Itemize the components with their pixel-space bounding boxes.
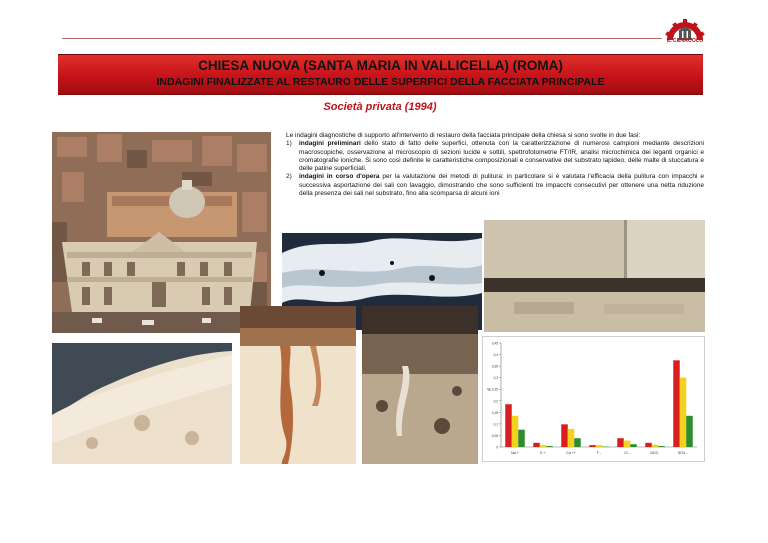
y-tick-label: 0,15 bbox=[491, 410, 498, 415]
bar bbox=[658, 446, 665, 447]
bar bbox=[617, 438, 624, 447]
bar bbox=[680, 378, 687, 447]
crystalline-sample-photo bbox=[52, 343, 232, 464]
cross-section-photo bbox=[240, 306, 356, 464]
list-item-number: 2) bbox=[286, 173, 292, 181]
bar bbox=[518, 430, 525, 447]
intro-paragraph: Le indagini diagnostiche di supporto all'intervento di restauro della facciata principale della chiesa si sono svolte in due fasi: bbox=[286, 132, 641, 139]
client-label: Società privata (1994) bbox=[323, 101, 437, 113]
y-tick-label: 0,35 bbox=[491, 364, 498, 369]
list-item-text: dello stato di fatto delle superfici, ottenuta con la caratterizzazione di numerosi campioni mediante descrizioni macroscopiche, osservazione al microscopio di sezioni lucide e sottili, spettrofotometrie FT/IR, analisi microchimica dei leganti organici e cromatografie ioniche. Si sono così definite le caratteristiche composizionali e conservative del substrato lapideo, delle malte di stuccatura e delle patine superficiali. bbox=[299, 140, 704, 173]
chart-svg bbox=[483, 337, 704, 461]
page-subtitle: INDAGINI FINALIZZATE AL RESTAURO DELLE SUPERFICI DELLA FACCIATA PRINCIPALE bbox=[156, 76, 605, 88]
y-tick-label: 0,45 bbox=[491, 341, 498, 346]
stone-wall-photo bbox=[484, 220, 705, 332]
logo-text: IL CENACOLO bbox=[666, 38, 704, 44]
x-tick-label: Cl - bbox=[624, 451, 630, 455]
bar bbox=[624, 441, 631, 447]
list-item bbox=[286, 140, 704, 173]
y-tick-label: 0,4 bbox=[493, 353, 498, 358]
bar bbox=[568, 429, 575, 447]
bar bbox=[574, 438, 581, 447]
y-tick-label: 0 bbox=[496, 445, 498, 450]
bar bbox=[505, 404, 512, 447]
bar bbox=[630, 444, 637, 447]
y-axis-label: % bbox=[487, 387, 492, 392]
bar bbox=[533, 443, 540, 447]
bar bbox=[512, 416, 519, 447]
bar bbox=[546, 446, 553, 447]
x-tick-label: K + bbox=[540, 451, 546, 455]
x-tick-label: Ca ++ bbox=[566, 451, 576, 455]
list-item-text: per la valutazione dei metodi di pulitura: in particolare si è valutata l'efficacia della pulitura con impacchi e successiva asportazione dei sali con lavaggio, dimostrando che sono sufficienti tre impacchi consecutivi per ottenere una netta riduzione della presenza dei sali nel substrato, fino alla scomparsa di alcuni ioni bbox=[299, 173, 704, 198]
list-item-number: 1) bbox=[286, 140, 292, 148]
x-tick-label: Na + bbox=[511, 451, 519, 455]
thin-section-photo bbox=[362, 306, 478, 464]
bar bbox=[673, 360, 680, 447]
bar bbox=[561, 424, 568, 447]
y-tick-label: 0,1 bbox=[493, 422, 498, 427]
bar bbox=[589, 445, 596, 447]
header-rule bbox=[62, 38, 662, 39]
list-item-heading: indagini preliminari bbox=[299, 140, 361, 148]
page-title: CHIESA NUOVA (SANTA MARIA IN VALLICELLA) (ROMA) bbox=[198, 58, 563, 73]
aerial-church-photo bbox=[52, 132, 271, 333]
x-tick-label: SO4 -- bbox=[677, 451, 689, 455]
x-tick-label: F - bbox=[596, 451, 602, 455]
description-text bbox=[286, 132, 704, 198]
list-item-heading: indagini in corso d'opera bbox=[299, 173, 380, 181]
y-tick-label: 0,3 bbox=[493, 376, 498, 381]
ion-concentration-chart bbox=[482, 336, 705, 462]
bar bbox=[686, 416, 693, 447]
list-item bbox=[286, 173, 704, 198]
bar bbox=[596, 445, 603, 447]
x-tick-label: NO3 - bbox=[650, 451, 660, 455]
bar bbox=[540, 445, 547, 447]
bar bbox=[645, 443, 652, 447]
y-tick-label: 0,05 bbox=[491, 433, 498, 438]
bar bbox=[652, 445, 659, 447]
y-tick-label: 0,25 bbox=[491, 387, 498, 392]
y-tick-label: 0,2 bbox=[493, 399, 498, 404]
